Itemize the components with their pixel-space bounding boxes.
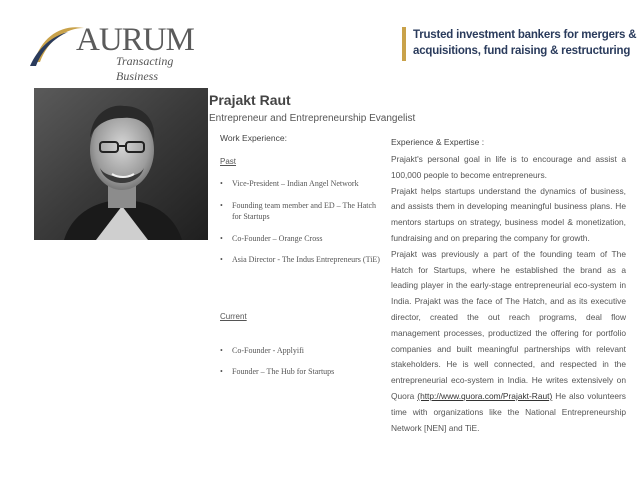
past-item-text: Vice-President – Indian Angel Network: [232, 179, 359, 188]
expertise-paragraph-1: Prajakt's personal goal in life is to encourage and assist a 100,000 people to become entrepreneurs.: [391, 154, 626, 180]
quora-link[interactable]: (http://www.quora.com/Prajakt-Raut): [417, 390, 553, 401]
header-tagline: [413, 27, 636, 59]
person-name: Prajakt Raut: [209, 92, 291, 108]
work-experience-heading: Work Experience:: [220, 133, 287, 143]
past-item: [220, 178, 385, 189]
bullet-icon: •: [220, 346, 223, 355]
expertise-paragraph-3: [391, 247, 626, 437]
current-item: [220, 345, 385, 356]
tagline-line-1: Trusted investment bankers for mergers &: [413, 29, 637, 41]
tagline-line-2: acquisitions, fund raising & restructuring: [413, 45, 631, 57]
past-item-text: Asia Director - The Indus Entrepreneurs (TiE): [232, 255, 380, 264]
past-item: [220, 200, 385, 222]
past-item: [220, 233, 385, 244]
expertise-p3-text-end: He also volunteers time with organizations like the National Entrepreneurship Network [NEN] and TiE.: [391, 390, 626, 433]
current-label: Current: [220, 312, 247, 321]
expertise-p3-text: Prajakt was previously a part of the founding team of The Hatch for Startups, where he established the brand as a leading player in the early-stage entrepreneurial eco-system in India. Prajakt was the face of The Hatch, and as its executive director, created the out reach programs, deal flow management processes, productized the offering for portfolio companies and built meaningful partnerships with relevant stakeholders. He is well connected, and respected in the entrepreneurial eco-system in India. He writes extensively on Quora: [391, 248, 626, 401]
portrait-image: [34, 88, 208, 240]
expertise-heading: Experience & Expertise :: [391, 137, 485, 147]
past-label: Past: [220, 157, 237, 166]
bullet-icon: •: [220, 367, 223, 376]
past-item-text: Co-Founder – Orange Cross: [232, 234, 323, 243]
bullet-icon: •: [220, 201, 223, 210]
expertise-paragraph-2: Prajakt helps startups understand the dynamics of business, and assists them in developing meaningful business plans. He mentors startups on strategy, business model & monetization, fundraising and on preparing the company for growth.: [391, 185, 626, 243]
bullet-icon: •: [220, 234, 223, 243]
person-title: Entrepreneur and Entrepreneurship Evangelist: [209, 113, 416, 124]
logo-wordmark: AURUM: [76, 22, 194, 58]
bullet-icon: •: [220, 179, 223, 188]
tagline-accent-bar: [402, 27, 406, 61]
current-item-text: Founder – The Hub for Startups: [232, 367, 335, 376]
current-item: [220, 366, 385, 377]
expertise-section: [391, 137, 626, 436]
bullet-icon: •: [220, 255, 223, 264]
logo-subtitle: Transacting Business: [116, 54, 174, 83]
aurum-logo: [28, 22, 194, 83]
profile-photo: [34, 88, 208, 240]
past-item: [220, 254, 385, 265]
current-item-text: Co-Founder - Applyifi: [232, 346, 304, 355]
past-item-text: Founding team member and ED – The Hatch for Startups: [232, 201, 377, 221]
